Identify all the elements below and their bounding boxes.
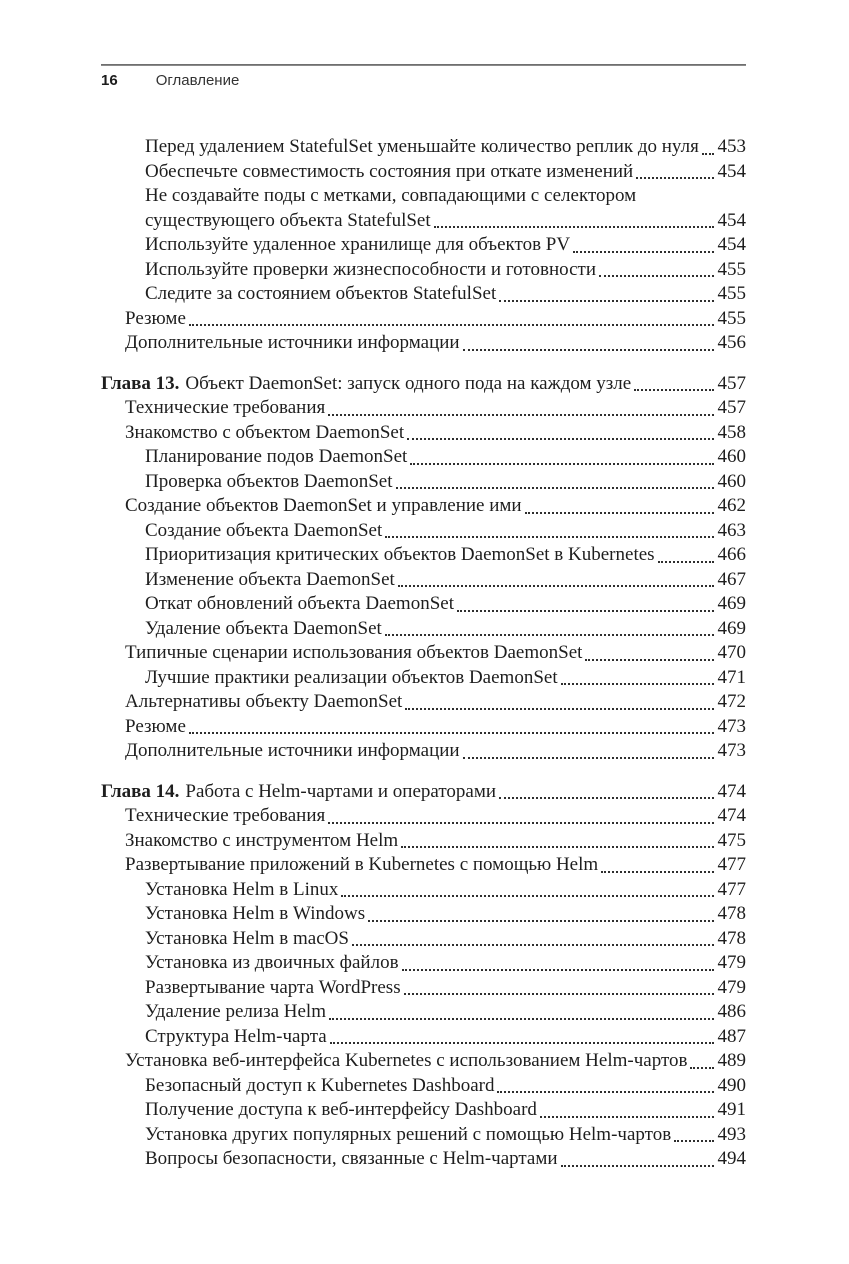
toc-entry	[101, 331, 746, 356]
entry-page-number: 486	[717, 1001, 746, 1022]
entry-title: Развертывание чарта WordPress	[145, 976, 401, 998]
entry-title: Установка других популярных решений с помощью Helm-чартов	[145, 1123, 672, 1145]
entry-title: Знакомство с объектом DaemonSet	[125, 421, 405, 443]
dot-leader	[561, 1165, 714, 1167]
page-content	[101, 64, 746, 1172]
toc-entry	[101, 519, 746, 544]
dot-leader	[398, 585, 714, 587]
toc-entry	[101, 715, 746, 740]
toc-entry	[101, 878, 746, 903]
entry-title: Типичные сценарии использования объектов DaemonSet	[125, 642, 583, 663]
dot-leader	[352, 944, 714, 946]
dot-leader	[561, 683, 714, 685]
toc-entry	[101, 829, 746, 854]
page-title: Оглавление	[155, 72, 240, 89]
entry-title: Удаление объекта DaemonSet	[145, 617, 382, 639]
entry-page-number: 466	[717, 544, 746, 565]
toc-entry	[101, 976, 746, 1001]
toc-chapter-entry	[101, 780, 746, 805]
entry-page-number: 489	[717, 1050, 746, 1071]
toc-entry	[101, 1049, 746, 1074]
toc-entry	[101, 902, 746, 927]
toc-entry	[101, 445, 746, 470]
dot-leader	[463, 349, 714, 351]
toc-entry	[101, 592, 746, 617]
entry-title: Альтернативы объекту DaemonSet	[125, 691, 403, 712]
toc-entry	[101, 804, 746, 829]
entry-title: Структура Helm-чарта	[145, 1025, 327, 1047]
dot-leader	[585, 659, 713, 661]
entry-title: Используйте удаленное хранилище для объектов PV	[145, 234, 571, 255]
dot-leader	[658, 561, 714, 563]
chapter-number-label: Глава 14.	[101, 780, 180, 802]
toc-entry	[101, 135, 746, 160]
dot-leader	[189, 324, 714, 326]
entry-page-number: 453	[717, 136, 746, 157]
entry-page-number: 455	[717, 258, 746, 280]
toc-entry	[101, 927, 746, 952]
toc-entry	[101, 421, 746, 446]
toc-entry	[101, 1123, 746, 1148]
entry-page-number: 477	[717, 878, 746, 900]
dot-leader	[385, 536, 713, 538]
dot-leader	[434, 226, 714, 228]
entry-title: Безопасный доступ к Kubernetes Dashboard	[145, 1074, 495, 1096]
dot-leader	[601, 871, 713, 873]
dot-leader	[330, 1042, 714, 1044]
dot-leader	[634, 389, 713, 391]
dot-leader	[463, 757, 714, 759]
entry-title: Перед удалением StatefulSet уменьшайте количество реплик до нуля	[145, 136, 699, 157]
entry-page-number: 455	[717, 307, 746, 329]
entry-page-number: 458	[717, 421, 746, 443]
toc-entry	[101, 739, 746, 764]
toc-entry	[101, 666, 746, 691]
entry-title: Установка из двоичных файлов	[145, 952, 399, 973]
entry-title: существующего объекта StatefulSet	[145, 209, 431, 231]
toc-entry	[101, 1147, 746, 1172]
dot-leader	[328, 414, 713, 416]
dot-leader	[525, 512, 714, 514]
entry-page-number: 490	[717, 1074, 746, 1096]
entry-page-number: 475	[717, 829, 746, 851]
entry-page-number: 471	[717, 666, 746, 688]
entry-title: Установка веб-интерфейса Kubernetes с использованием Helm-чартов	[125, 1050, 688, 1071]
dot-leader	[407, 438, 713, 440]
entry-title: Следите за состоянием объектов StatefulSet	[145, 283, 497, 304]
dot-leader	[690, 1067, 713, 1069]
dot-leader	[410, 463, 713, 465]
entry-title: Резюме	[125, 307, 186, 329]
toc-entry	[101, 307, 746, 332]
entry-page-number: 455	[717, 283, 746, 304]
dot-leader	[497, 1091, 713, 1093]
entry-page-number: 462	[717, 495, 746, 516]
entry-page-number: 491	[717, 1099, 746, 1120]
toc-entry	[101, 184, 746, 209]
entry-page-number: 467	[717, 568, 746, 590]
entry-page-number: 487	[717, 1025, 746, 1047]
header-rule	[101, 64, 746, 66]
entry-title: Вопросы безопасности, связанные с Helm-чартами	[145, 1148, 558, 1169]
toc-entry	[101, 396, 746, 421]
entry-title: Установка Helm в Windows	[145, 903, 366, 924]
entry-title: Установка Helm в macOS	[145, 927, 349, 949]
toc-list	[101, 135, 746, 1172]
dot-leader	[328, 822, 713, 824]
entry-page-number: 460	[717, 446, 746, 467]
entry-page-number: 457	[717, 372, 746, 394]
entry-title: Резюме	[125, 715, 186, 737]
entry-page-number: 454	[717, 234, 746, 255]
dot-leader	[702, 153, 714, 155]
toc-entry	[101, 1074, 746, 1099]
entry-page-number: 469	[717, 593, 746, 614]
toc-entry	[101, 233, 746, 258]
entry-title: Развертывание приложений в Kubernetes с помощью Helm	[125, 854, 599, 875]
chapter-number-label: Глава 13.	[101, 372, 180, 394]
entry-title: Обеспечьте совместимость состояния при откате изменений	[145, 160, 634, 182]
toc-entry	[101, 282, 746, 307]
dot-leader	[404, 993, 714, 995]
toc-entry	[101, 258, 746, 283]
dot-leader	[368, 920, 713, 922]
entry-page-number: 477	[717, 854, 746, 875]
entry-page-number: 460	[717, 470, 746, 492]
entry-page-number: 474	[717, 805, 746, 826]
dot-leader	[540, 1116, 714, 1118]
toc-entry	[101, 1098, 746, 1123]
entry-page-number: 478	[717, 903, 746, 924]
toc-entry	[101, 209, 746, 234]
toc-entry	[101, 1025, 746, 1050]
toc-entry	[101, 160, 746, 185]
dot-leader	[401, 846, 713, 848]
toc-entry	[101, 494, 746, 519]
entry-title: Создание объектов DaemonSet и управление ими	[125, 495, 522, 516]
entry-page-number: 478	[717, 927, 746, 949]
dot-leader	[457, 610, 714, 612]
dot-leader	[636, 177, 713, 179]
dot-leader	[329, 1018, 714, 1020]
entry-title: Используйте проверки жизнеспособности и готовности	[145, 258, 596, 280]
entry-title: Создание объекта DaemonSet	[145, 519, 383, 541]
dot-leader	[405, 708, 713, 710]
dot-leader	[674, 1140, 713, 1142]
entry-title: Знакомство с инструментом Helm	[125, 829, 399, 851]
entry-title: Технические требования	[125, 397, 326, 418]
entry-page-number: 469	[717, 617, 746, 639]
dot-leader	[189, 732, 714, 734]
entry-page-number: 479	[717, 952, 746, 973]
entry-page-number: 454	[717, 160, 746, 182]
entry-title: Изменение объекта DaemonSet	[145, 568, 395, 590]
toc-entry	[101, 568, 746, 593]
entry-page-number: 457	[717, 397, 746, 418]
dot-leader	[499, 300, 713, 302]
toc-entry	[101, 641, 746, 666]
entry-title: Не создавайте поды с метками, совпадающими с селектором	[145, 185, 637, 206]
dot-leader	[396, 487, 714, 489]
entry-title: Удаление релиза Helm	[145, 1001, 326, 1022]
toc-entry	[101, 543, 746, 568]
toc-entry	[101, 690, 746, 715]
entry-page-number: 479	[717, 976, 746, 998]
entry-title: Технические требования	[125, 805, 326, 826]
entry-title: Работа с Helm-чартами и операторами	[185, 780, 497, 802]
entry-page-number: 470	[717, 642, 746, 663]
entry-page-number: 473	[717, 740, 746, 761]
entry-title: Дополнительные источники информации	[125, 332, 460, 353]
book-page	[0, 64, 849, 1264]
toc-entry	[101, 1000, 746, 1025]
entry-page-number: 472	[717, 691, 746, 712]
entry-page-number: 474	[717, 780, 746, 802]
entry-title: Приоритизация критических объектов DaemonSet в Kubernetes	[145, 544, 655, 565]
toc-entry	[101, 617, 746, 642]
toc-entry	[101, 853, 746, 878]
toc-entry	[101, 470, 746, 495]
entry-title: Установка Helm в Linux	[145, 878, 339, 900]
entry-title: Объект DaemonSet: запуск одного пода на каждом узле	[185, 372, 632, 394]
entry-page-number: 456	[717, 332, 746, 353]
entry-title: Проверка объектов DaemonSet	[145, 470, 393, 492]
dot-leader	[573, 251, 713, 253]
entry-page-number: 494	[717, 1148, 746, 1169]
dot-leader	[499, 797, 713, 799]
entry-title: Дополнительные источники информации	[125, 740, 460, 761]
entry-page-number: 463	[717, 519, 746, 541]
entry-page-number: 493	[717, 1123, 746, 1145]
entry-page-number: 473	[717, 715, 746, 737]
entry-title: Лучшие практики реализации объектов DaemonSet	[145, 666, 558, 688]
dot-leader	[599, 275, 714, 277]
page-number: 16	[101, 72, 118, 89]
dot-leader	[341, 895, 713, 897]
dot-leader	[402, 969, 714, 971]
entry-title: Планирование подов DaemonSet	[145, 446, 408, 467]
running-head	[101, 73, 746, 89]
toc-chapter-entry	[101, 372, 746, 397]
entry-title: Откат обновлений объекта DaemonSet	[145, 593, 454, 614]
entry-title: Получение доступа к веб-интерфейсу Dashboard	[145, 1099, 537, 1120]
entry-page-number: 454	[717, 209, 746, 231]
toc-entry	[101, 951, 746, 976]
dot-leader	[385, 634, 714, 636]
